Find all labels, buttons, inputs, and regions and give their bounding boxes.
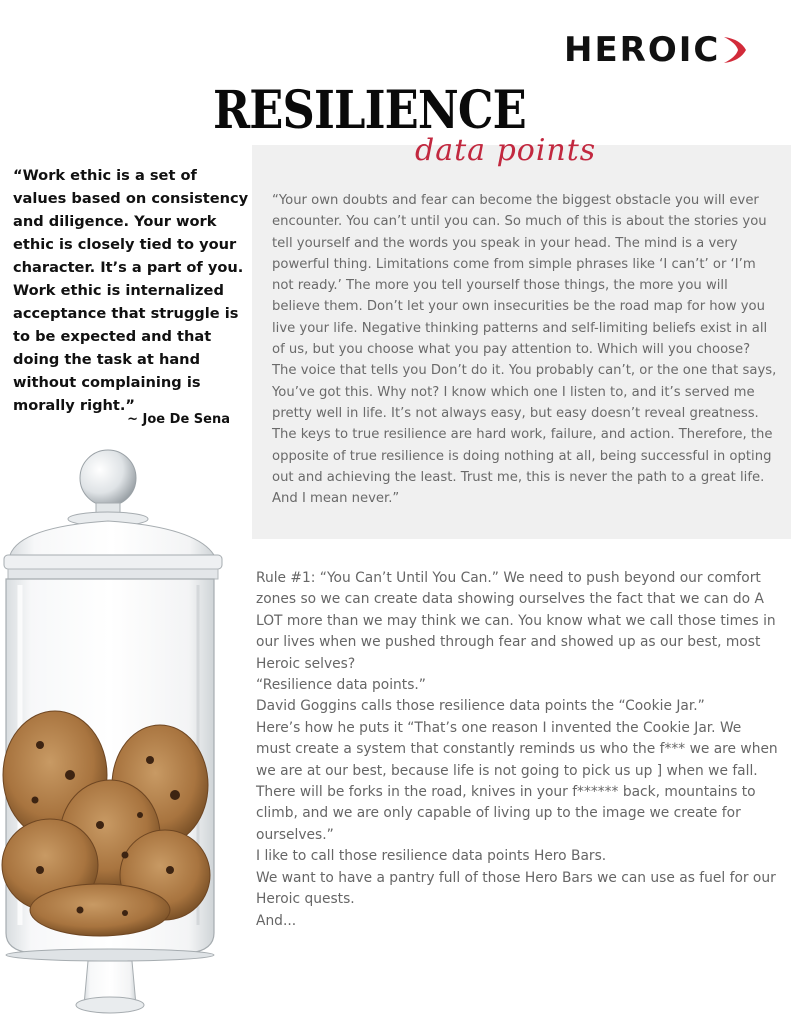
heroic-logo [564, 30, 748, 70]
sidebar-quote: “Work ethic is a set of values based on consistency and diligence. Your work ethic is closely tied to your character. It’s a part of you. Work ethic is internalized acceptance that struggle is to be expected and that doing the task at hand without complaining is morally right.” [13, 167, 249, 414]
body-paragraph: We want to have a pantry full of those Hero Bars we can use as fuel for our Heroic quests. [256, 869, 776, 908]
body-paragraph: “Resilience data points.” [256, 677, 426, 694]
quote-attribution: ~ Joe De Sena [127, 412, 230, 427]
box-quote-text: “Your own doubts and fear can become the biggest obstacle you will ever encounter. You can’t until you can. So much of this is about the stories you tell yourself and the words you speak in your head. The mind is a very powerful thing. Limitations come from simple phrases like ‘I can’t’ or ‘I’m not ready.’ The more you tell yourself those things, the more you will believe them. Don’t let your own insecurities be the road map for how you live your life. Negative thinking patterns and self-limiting beliefs exist in all of us, but you choose what you pay attention to. Which will you choose? The voice that tells you Don’t do it. You probably can’t, or the one that says, You’ve got this. Why not? I know which one I listen to, and it’s served me pretty well in life. It’s not always easy, but easy doesn’t reveal greatness. The keys to true resilience are hard work, failure, and action. Therefore, the opposite of true resilience is doing nothing at all, being successful in opting out and achieving the least. Trust me, this is never the path to a great life. And I mean never.” [272, 193, 777, 507]
body-text [256, 568, 778, 932]
body-paragraph: Here’s how he puts it “That’s one reason I invented the Cookie Jar. We must create a system that constantly reminds us who the f*** we are when we are at our best, because life is not going to pick us up ] when we fall. There will be forks in the road, knives in your f****** back, mountains to climb, and we are only capable of living up to the image we create for ourselves.” [256, 719, 778, 843]
brand-name: HEROIC [564, 30, 721, 70]
body-paragraph: Rule #1: “You Can’t Until You Can.” We need to push beyond our comfort zones so we can create data showing ourselves the fact that we can do A LOT more than we may think we can. You know what we call those times in our lives when we pushed through fear and showed up as our best, most Heroic selves? [256, 570, 776, 672]
body-paragraph: I like to call those resilience data points Hero Bars. [256, 848, 607, 865]
body-paragraph: And... [256, 912, 297, 929]
page-subtitle: data points [415, 133, 597, 168]
swoosh-icon [722, 35, 748, 65]
cookie-jar-image [0, 445, 250, 1024]
page-title: RESILIENCE [213, 80, 526, 141]
body-paragraph: David Goggins calls those resilience data points the “Cookie Jar.” [256, 698, 705, 715]
